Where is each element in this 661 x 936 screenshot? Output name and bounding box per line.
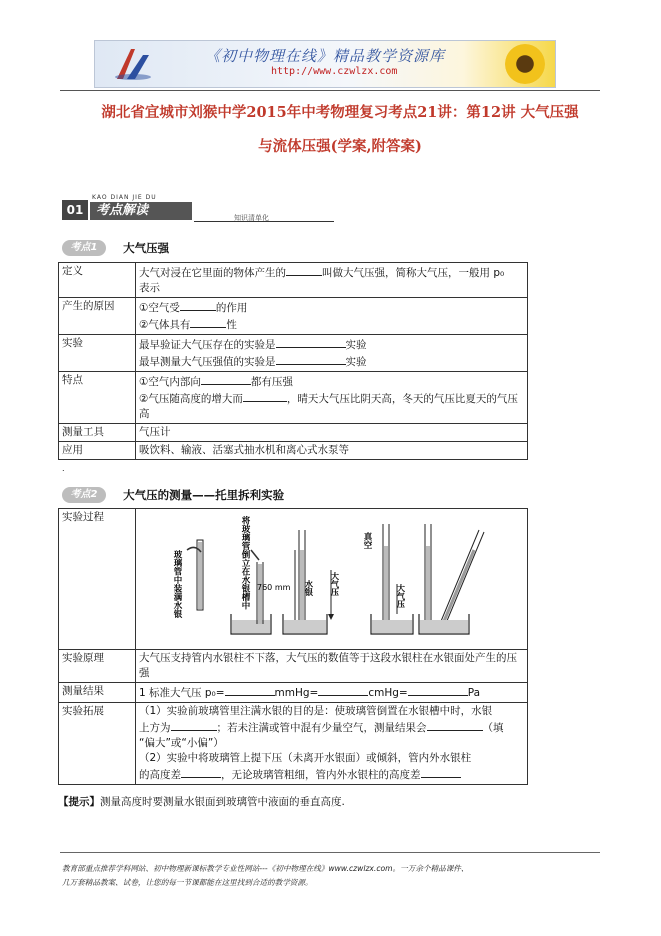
text-segment: 实验 (345, 339, 367, 351)
row-label: 测量结果 (59, 683, 136, 703)
figure-label-vacuum: 真空 (362, 532, 372, 549)
table-row (59, 683, 528, 703)
text-segment: mmHg= (274, 687, 319, 699)
figure-label-mm: 760 mm (257, 583, 291, 592)
text-segment: 上方为 (139, 722, 171, 734)
answer-blank[interactable] (190, 316, 226, 328)
row-label: 测量工具 (59, 424, 136, 442)
text-segment: cmHg= (368, 687, 408, 699)
table-row (59, 424, 528, 442)
section-en: KAO DIAN JIE DU (92, 194, 157, 201)
torricelli-figure (139, 510, 519, 644)
text-segment: ，无论玻璃管粗细，管内外水银柱的高度差 (221, 769, 421, 781)
banner-brand-text: 《初中物理在线》精品教学资源库 (205, 47, 446, 65)
row-content (136, 298, 528, 335)
row-content (136, 509, 528, 650)
row-label: 应用 (59, 442, 136, 460)
point2-header (62, 484, 284, 502)
answer-blank[interactable] (276, 353, 346, 365)
answer-blank[interactable] (225, 684, 275, 696)
text-segment: 性 (226, 319, 237, 331)
figure-label-pressure1: 大气压 (330, 572, 340, 596)
text-segment: 表示 (139, 282, 160, 294)
point1-table (58, 262, 528, 460)
row-label: 实验拓展 (59, 703, 136, 785)
answer-blank[interactable] (181, 766, 221, 778)
point2-badge: 考点2 (62, 487, 106, 503)
logo-icon (113, 47, 153, 81)
text-segment: Pa (467, 687, 481, 699)
point1-badge: 考点1 (62, 240, 106, 256)
page-title-line2: 与流体压强(学案,附答案) (258, 138, 422, 155)
row-content (136, 335, 528, 372)
point1-heading: 大气压强 (123, 240, 170, 255)
text-segment: ①空气内部向 (139, 376, 201, 388)
text-segment: ；若未注满或管中混有少量空气，测量结果会 (216, 722, 427, 734)
banner-url[interactable]: http://www.czwlzx.com (271, 66, 398, 77)
answer-blank[interactable] (243, 390, 287, 402)
section-number: 01 (62, 200, 88, 220)
tip-tag: 【提示】 (58, 796, 100, 808)
stray-dot: . (62, 464, 65, 473)
text-segment: 实验 (345, 356, 367, 368)
point1-header (62, 237, 169, 255)
table-row (59, 703, 528, 785)
answer-blank[interactable] (318, 684, 368, 696)
row-label: 定义 (59, 263, 136, 298)
text-segment: 最早测量大气压强值的实验是 (139, 356, 276, 368)
figure-label-pressure2: 大气压 (396, 584, 406, 608)
footer-line2: 几万套精品教案、试卷，让您的每一节课都能在这里找到合适的教学资源。 (62, 878, 313, 887)
answer-blank[interactable] (421, 766, 461, 778)
point2-heading: 大气压的测量——托里拆利实验 (123, 487, 285, 502)
answer-blank[interactable] (171, 719, 217, 731)
text-segment: ②气体具有 (139, 319, 191, 331)
text-segment: ①空气受 (139, 302, 180, 314)
row-label: 实验 (59, 335, 136, 372)
text-segment: （填 (482, 722, 504, 734)
section-sub: 知识清单化 (234, 214, 269, 222)
footer-rule (60, 852, 600, 853)
text-segment: （1）实验前玻璃管里注满水银的目的是：使玻璃管倒置在水银槽中时，水银 (139, 705, 493, 717)
row-label: 实验原理 (59, 650, 136, 683)
section-rule (194, 221, 334, 222)
row-content: 吸饮料、输液、活塞式抽水机和离心式水泵等 (136, 442, 528, 460)
footer-line1: 教育部重点推荐学科网站、初中物理新课标教学专业性网站---《初中物理在线》www.czwlzx.com。一万余个精品课件、 (62, 864, 469, 873)
table-row (59, 263, 528, 298)
text-segment: “偏大”或“小偏”） (139, 737, 224, 749)
answer-blank[interactable] (408, 684, 468, 696)
text-segment: 大气对浸在它里面的物体产生的 (139, 267, 286, 279)
page-title-line1: 湖北省宜城市刘猴中学2015年中考物理复习考点21讲：第12讲 大气压强 (101, 104, 579, 121)
table-row (59, 298, 528, 335)
row-label: 产生的原因 (59, 298, 136, 335)
row-content: 气压计 (136, 424, 528, 442)
table-row (59, 442, 528, 460)
row-content (136, 263, 528, 298)
answer-blank[interactable] (201, 373, 251, 385)
row-content (136, 372, 528, 424)
section-header (62, 192, 332, 228)
point2-table (58, 508, 528, 785)
figure-label-mercury: 水银 (304, 580, 314, 596)
answer-blank[interactable] (276, 336, 346, 348)
text-segment: 的高度差 (139, 769, 181, 781)
row-content (136, 703, 528, 785)
text-segment: 1 标准大气压 p₀= (139, 687, 225, 699)
answer-blank[interactable] (180, 299, 216, 311)
section-cn: 考点解读 (90, 202, 192, 220)
answer-blank[interactable] (427, 719, 483, 731)
text-segment: ②气压随高度的增大而 (139, 393, 243, 405)
row-content (136, 683, 528, 703)
text-segment: 叫做大气压强，简称大气压，一般用 p₀ (322, 267, 505, 279)
row-content: 大气压支持管内水银柱不下落，大气压的数值等于这段水银柱在水银面处产生的压强 (136, 650, 528, 683)
row-label: 实验过程 (59, 509, 136, 650)
table-row (59, 372, 528, 424)
table-row (59, 650, 528, 683)
footer (62, 862, 602, 890)
header-rule (60, 90, 600, 91)
sunflower-icon (505, 44, 545, 84)
answer-blank[interactable] (286, 264, 322, 276)
row-label: 特点 (59, 372, 136, 424)
text-segment: 都有压强 (250, 376, 293, 388)
text-segment: 的作用 (215, 302, 248, 314)
table-row (59, 335, 528, 372)
table-row (59, 509, 528, 650)
text-segment: （2）实验中将玻璃管上提下压（未离开水银面）或倾斜，管内外水银柱 (139, 752, 472, 764)
tip-line (58, 794, 345, 809)
figure-label-tube-full: 玻璃管中装满水银 (172, 550, 182, 618)
figure-label-inverted: 将玻璃管倒立在水银槽中 (240, 516, 250, 610)
tip-text: 测量高度时要测量水银面到玻璃管中液面的垂直高度. (100, 796, 345, 808)
text-segment: ，晴天大气压比阴天高，冬天的气压比夏天的气压高 (139, 393, 518, 420)
site-banner (94, 40, 556, 88)
text-segment: 最早验证大气压存在的实验是 (139, 339, 276, 351)
